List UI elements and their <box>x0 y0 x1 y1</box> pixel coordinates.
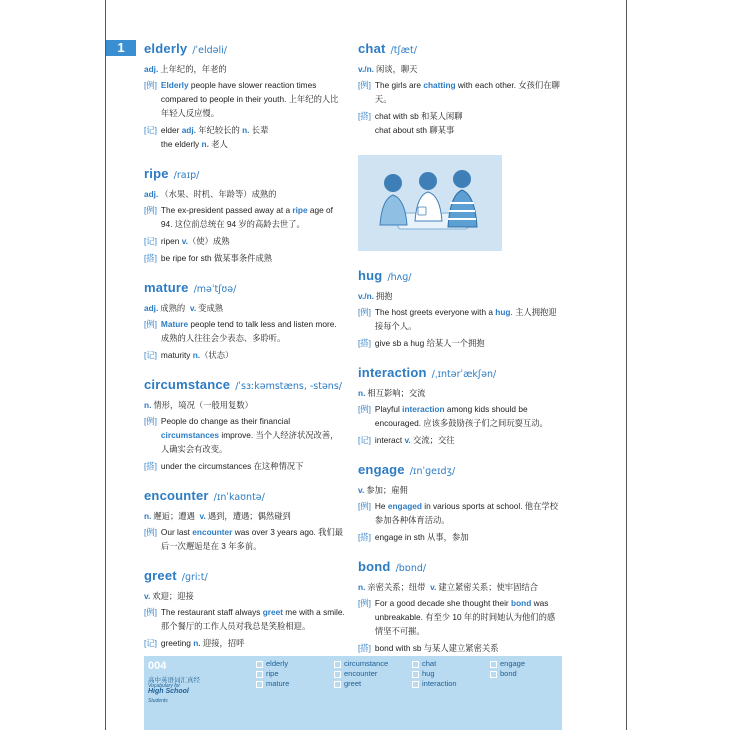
meaning: 成熟的 <box>160 303 186 313</box>
part-of-speech-2: v. <box>189 303 197 313</box>
phonetic: /bɒnd/ <box>395 563 427 574</box>
phonetic: /ɪnˈɡeɪdʒ/ <box>409 466 456 477</box>
keyword: interaction <box>402 404 445 414</box>
footer-word-list-3 <box>412 659 457 689</box>
page-number: 004 <box>148 660 167 672</box>
checklist-item[interactable]: mature <box>256 679 289 689</box>
headword: greet <box>144 568 177 583</box>
part-of-speech: adj. <box>144 303 159 313</box>
checklist-item[interactable]: ripe <box>256 669 289 679</box>
keyword: Elderly <box>160 80 189 90</box>
keyword: Mature <box>160 319 189 329</box>
part-of-speech: v./n. <box>358 64 374 74</box>
example-sentence: People do change as their financial circumstances improve. 当个人经济状况改善，人确实会有改变。 <box>160 416 339 454</box>
keyword: bond <box>511 598 532 608</box>
collocation-label: [搭] <box>358 532 371 542</box>
footer-word-list-2 <box>334 659 388 689</box>
keyword: encounter <box>192 527 233 537</box>
checkbox-icon[interactable] <box>256 661 263 668</box>
footer-band <box>144 656 562 730</box>
left-column <box>144 40 346 662</box>
note-text: maturity n.（状态） <box>160 350 234 360</box>
headword: hug <box>358 268 383 283</box>
headword: mature <box>144 280 189 295</box>
checklist-item[interactable]: interaction <box>412 679 457 689</box>
example-label: [例] <box>144 205 157 215</box>
book-title-cn: 高中英语词汇真经 <box>148 677 200 684</box>
part-of-speech-2: v. <box>430 582 437 592</box>
headword: ripe <box>144 166 169 181</box>
entry-greet <box>144 567 346 650</box>
meaning: 情形，境况（一般用复数） <box>153 400 253 410</box>
checkbox-icon[interactable] <box>412 661 419 668</box>
example-label: [例] <box>144 416 157 426</box>
example-sentence: Playful interaction among kids should be encouraged. 应该多鼓励孩子们之间玩耍互动。 <box>374 404 548 428</box>
note-label: [记] <box>358 435 371 445</box>
headword: chat <box>358 41 386 56</box>
meaning: 拥抱 <box>375 291 393 301</box>
example-sentence: The host greets everyone with a hug. 主人拥抱迎接每个人。 <box>374 307 557 331</box>
example-sentence: He engaged in various sports at school. 他在学校参加各种体育活动。 <box>374 501 558 525</box>
meaning: 亲密关系；纽带 <box>367 582 426 592</box>
example-sentence: Our last encounter was over 3 years ago. 我们最后一次邂逅是在 3 年多前。 <box>160 527 344 551</box>
part-of-speech: v. <box>144 591 151 601</box>
part-of-speech: n. <box>144 511 152 521</box>
phonetic: /məˈtʃʊə/ <box>193 284 237 295</box>
part-of-speech: n. <box>358 388 366 398</box>
collocation-label: [搭] <box>144 461 157 471</box>
entry-chat <box>358 40 560 137</box>
entry-mature <box>144 279 346 362</box>
phonetic: /ˌɪntərˈækʃən/ <box>431 369 497 380</box>
entry-encounter <box>144 487 346 553</box>
checkbox-icon[interactable] <box>334 671 341 678</box>
entry-hug <box>358 267 560 350</box>
meaning: 邂逅；遭遇 <box>153 511 195 521</box>
phonetic: /ˈsɜːkəmstæns, -stəns/ <box>235 381 342 392</box>
meaning-2: 变成熟 <box>198 303 224 313</box>
checkbox-icon[interactable] <box>334 661 341 668</box>
footer-word-list-4 <box>490 659 525 679</box>
note-text: greeting n. 迎接，招呼 <box>160 638 245 648</box>
keyword: hug <box>495 307 511 317</box>
entry-bond <box>358 558 560 655</box>
note-text: interact v. 交流；交往 <box>374 435 455 445</box>
meaning-2: 遇到，遭遇；偶然碰到 <box>207 511 291 521</box>
meaning: 欢迎；迎接 <box>152 591 194 601</box>
meaning: 上年纪的，年老的 <box>160 64 227 74</box>
chatting-girls-illustration <box>358 155 502 251</box>
example-sentence: The restaurant staff always greet me with a smile. 那个餐厅的工作人员对我总是笑脸相迎。 <box>160 607 345 631</box>
example-label: [例] <box>144 319 157 329</box>
book-title-en: High School <box>148 688 189 695</box>
example-label: [例] <box>358 501 371 511</box>
example-label: [例] <box>358 307 371 317</box>
phonetic: /ɪnˈkaʊntə/ <box>213 492 265 503</box>
headword: interaction <box>358 365 427 380</box>
example-sentence: For a good decade she thought their bond was unbreakable. 有至少 10 年的时间她认为他们的感情坚不可摧。 <box>374 598 556 636</box>
meaning: 相互影响；交流 <box>367 388 426 398</box>
part-of-speech: n. <box>144 400 152 410</box>
checklist-item[interactable]: engage <box>490 659 525 669</box>
example-label: [例] <box>144 607 157 617</box>
note-label: [记] <box>144 638 157 648</box>
headword: circumstance <box>144 377 231 392</box>
phonetic: /ɡriːt/ <box>181 572 208 583</box>
book-vocab-line: Vocabulary for <box>148 683 181 689</box>
keyword: ripe <box>292 205 308 215</box>
collocation-label: [搭] <box>358 643 371 653</box>
entry-circumstance <box>144 376 346 473</box>
phonetic: /ˈeldəli/ <box>192 45 227 56</box>
headword: engage <box>358 462 405 477</box>
headword: elderly <box>144 41 188 56</box>
footer-word-list-1 <box>256 659 289 689</box>
checkbox-icon[interactable] <box>490 671 497 678</box>
part-of-speech: adj. <box>144 189 159 199</box>
example-sentence: The ex-president passed away at a ripe age of 94. 这位前总统在 94 岁的高龄去世了。 <box>160 205 333 229</box>
part-of-speech: adj. <box>144 64 159 74</box>
entry-elderly <box>144 40 346 151</box>
illustration-svg <box>358 155 502 251</box>
example-sentence: Elderly people have slower reaction times compared to people in their youth. 上年纪的人比年轻人反应慢。 <box>160 80 339 118</box>
entry-ripe <box>144 165 346 265</box>
checklist-item[interactable]: hug <box>412 669 457 679</box>
checklist-item[interactable]: chat <box>412 659 457 669</box>
meaning: 参加；雇佣 <box>366 485 408 495</box>
checklist-item[interactable]: bond <box>490 669 525 679</box>
checkbox-icon[interactable] <box>256 671 263 678</box>
book-page <box>105 0 627 730</box>
example-label: [例] <box>144 527 157 537</box>
meaning: （水果、时机、年龄等）成熟的 <box>160 189 277 199</box>
phonetic: /raɪp/ <box>173 170 200 181</box>
checklist-item[interactable]: circumstance <box>334 659 388 669</box>
note-text: ripen v.（使）成熟 <box>160 236 230 246</box>
example-label: [例] <box>358 598 371 608</box>
meaning-2: 建立紧密关系；使牢固结合 <box>438 582 538 592</box>
part-of-speech-2: v. <box>199 511 206 521</box>
collocation-text: be ripe for sth 做某事条件成熟 <box>160 253 273 263</box>
checkbox-icon[interactable] <box>412 681 419 688</box>
collocation-text: give sb a hug 给某人一个拥抱 <box>374 338 485 348</box>
example-label: [例] <box>358 80 371 90</box>
example-label: [例] <box>144 80 157 90</box>
collocation-label: [搭] <box>358 338 371 348</box>
part-of-speech: n. <box>358 582 366 592</box>
part-of-speech: v. <box>358 485 365 495</box>
keyword: chatting <box>423 80 456 90</box>
book-students-line: Students <box>148 698 168 704</box>
note-text: elder adj. 年纪较长的 n. 长辈 the elderly n. 老人 <box>160 125 269 149</box>
checklist-item[interactable]: elderly <box>256 659 289 669</box>
collocation-text: bond with sb 与某人建立紧密关系 <box>374 643 499 653</box>
entry-engage <box>358 461 560 544</box>
headword: encounter <box>144 488 209 503</box>
checklist-item[interactable]: greet <box>334 679 388 689</box>
note-label: [记] <box>144 125 157 135</box>
keyword: circumstances <box>160 430 220 440</box>
keyword: engaged <box>387 501 422 511</box>
example-label: [例] <box>358 404 371 414</box>
collocation-label: [搭] <box>144 253 157 263</box>
checkbox-icon[interactable] <box>412 671 419 678</box>
phonetic: /tʃæt/ <box>390 45 417 56</box>
collocation-text: under the circumstances 在这种情况下 <box>160 461 304 471</box>
note-label: [记] <box>144 350 157 360</box>
note-label: [记] <box>144 236 157 246</box>
collocation-label: [搭] <box>358 111 371 121</box>
section-tab: 1 <box>106 40 136 56</box>
checkbox-icon[interactable] <box>334 681 341 688</box>
meaning: 闲谈，聊天 <box>375 64 418 74</box>
entry-interaction <box>358 364 560 447</box>
keyword: greet <box>262 607 283 617</box>
example-sentence: The girls are chatting with each other. 女孩们在聊天。 <box>374 80 560 104</box>
collocation-text: chat with sb 和某人闲聊 chat about sth 聊某事 <box>374 111 463 135</box>
headword: bond <box>358 559 391 574</box>
checkbox-icon[interactable] <box>256 681 263 688</box>
example-sentence: Mature people tend to talk less and listen more. 成熟的人往往会少表态、多聆听。 <box>160 319 337 343</box>
phonetic: /hʌɡ/ <box>387 272 412 283</box>
collocation-text: engage in sth 从事，参加 <box>374 532 469 542</box>
checkbox-icon[interactable] <box>490 661 497 668</box>
part-of-speech: v./n. <box>358 291 374 301</box>
checklist-item[interactable]: encounter <box>334 669 388 679</box>
right-column <box>358 40 560 667</box>
